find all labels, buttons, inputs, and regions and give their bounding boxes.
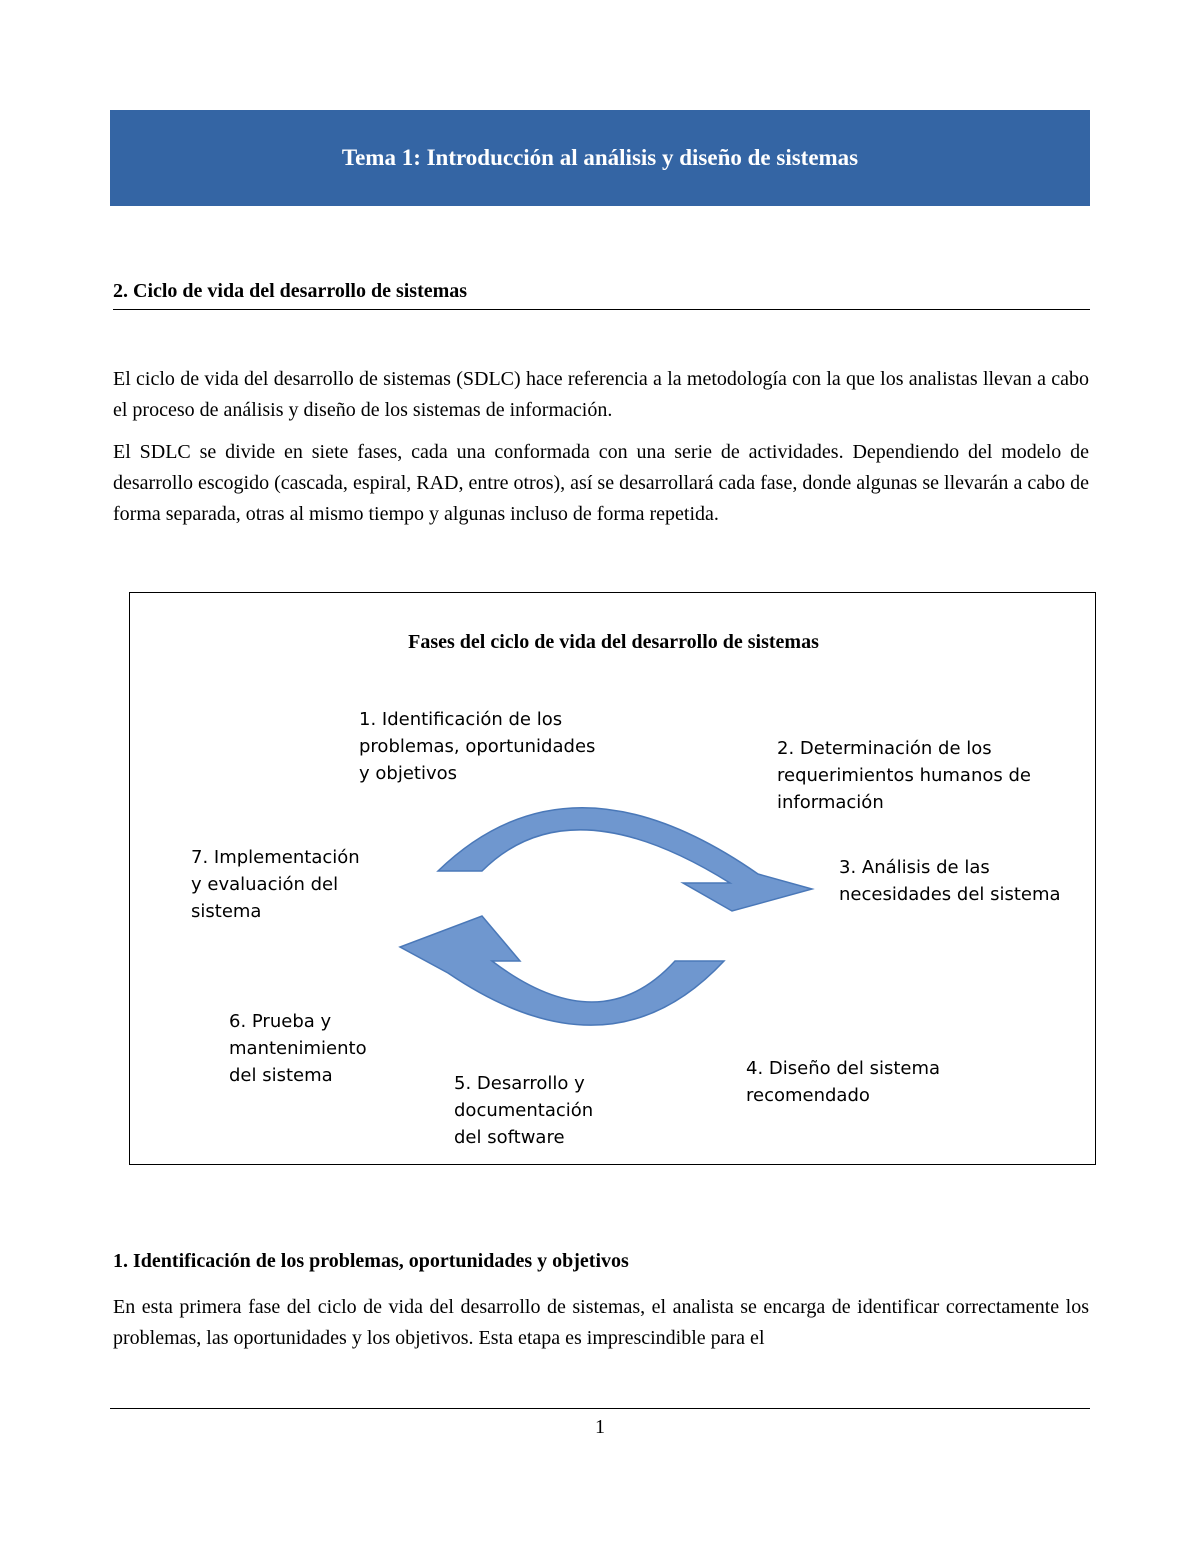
phase-6-label: 6. Prueba y mantenimiento del sistema bbox=[229, 1011, 367, 1086]
page-number: 1 bbox=[595, 1416, 605, 1438]
section-heading: 2. Ciclo de vida del desarrollo de sistemas bbox=[113, 280, 1090, 310]
intro-paragraph: El ciclo de vida del desarrollo de sistemas (SDLC) hace referencia a la metodología con la que los analistas llevan a cabo el proceso de análisis y diseño de los sistemas de información. bbox=[113, 368, 1089, 421]
phase-7-label: 7. Implementación y evaluación del sistema bbox=[191, 847, 360, 922]
phase-1-label: 1. Identificación de los problemas, oportunidades y objetivos bbox=[359, 709, 596, 784]
title-banner bbox=[110, 110, 1090, 206]
phase-3-label: 3. Análisis de las necesidades del sistema bbox=[839, 857, 1061, 905]
subsection-heading: 1. Identificación de los problemas, oportunidades y objetivos bbox=[113, 1250, 629, 1272]
cycle-arrow-bottom bbox=[400, 916, 724, 1025]
sdlc-diagram bbox=[129, 592, 1096, 1165]
diagram-title: Fases del ciclo de vida del desarrollo de sistemas bbox=[408, 631, 819, 653]
document-title: Tema 1: Introducción al análisis y diseño de sistemas bbox=[341, 145, 859, 170]
subsection-paragraph: En esta primera fase del ciclo de vida del desarrollo de sistemas, el analista se encarga de identificar correctamente los problemas, las oportunidades y los objetivos. Esta etapa es imprescindible para el bbox=[113, 1296, 1089, 1349]
phase-4-label: 4. Diseño del sistema recomendado bbox=[746, 1058, 941, 1106]
cycle-arrow-top bbox=[438, 808, 812, 911]
phase-5-label: 5. Desarrollo y documentación del software bbox=[454, 1073, 594, 1148]
footer-divider bbox=[110, 1408, 1090, 1409]
phases-paragraph: El SDLC se divide en siete fases, cada una conformada con una serie de actividades. Dependiendo del modelo de desarrollo escogido (cascada, espiral, RAD, entre otros), así se desarrollará cada fase, donde algunas se llevarán a cabo de forma separada, otras al mismo tiempo y algunas incluso de forma repetida. bbox=[113, 441, 1089, 525]
phase-2-label: 2. Determinación de los requerimientos humanos de información bbox=[777, 738, 1031, 813]
